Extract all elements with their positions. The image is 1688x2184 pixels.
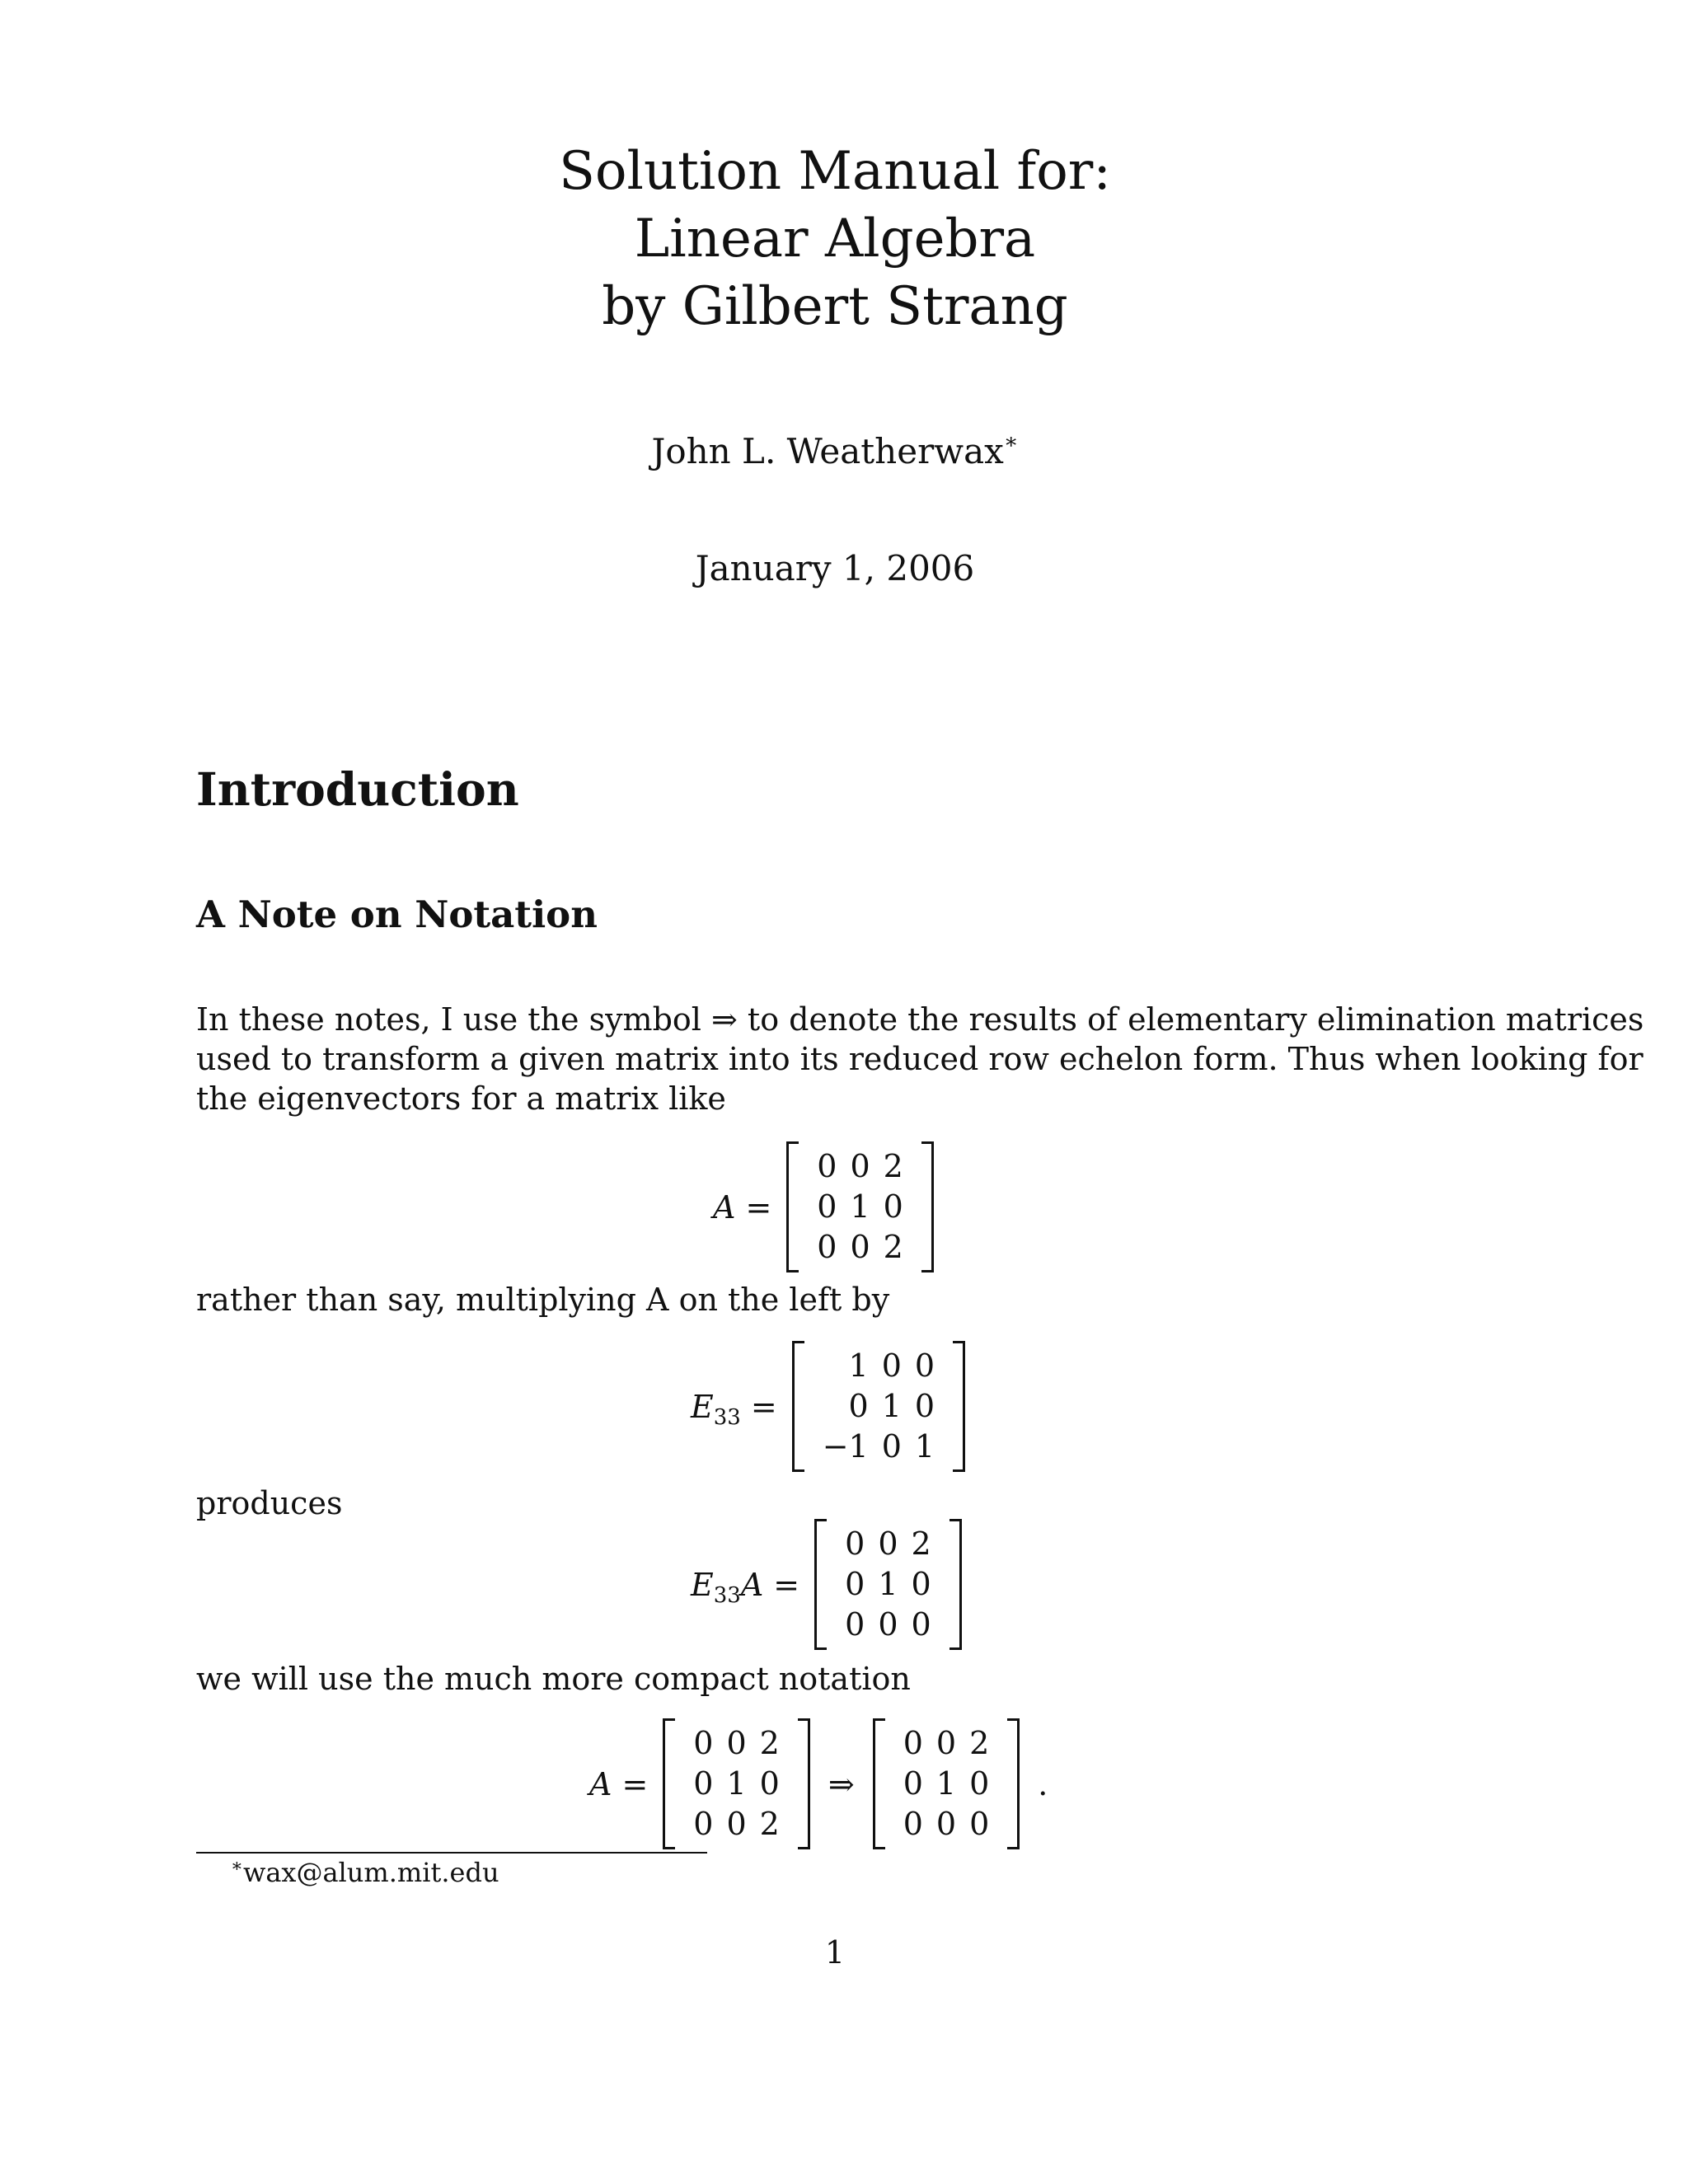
matrix-cell: 0	[911, 1606, 931, 1643]
matrix-cell: 0	[759, 1765, 780, 1802]
matrix-cell: 1	[878, 1566, 898, 1602]
matrix-cell: 0	[911, 1566, 931, 1602]
matrix-cell: 0	[914, 1347, 935, 1384]
paragraph-line: the eigenvectors for a matrix like	[196, 1080, 726, 1117]
matrix-cell: 0	[935, 1725, 957, 1761]
date: January 1, 2006	[695, 548, 975, 588]
matrix-cell: 0	[969, 1806, 990, 1842]
left-bracket	[792, 1341, 804, 1472]
matrix-cell: 0	[881, 1347, 902, 1384]
matrix-cell: 0	[969, 1765, 990, 1802]
equation-e33	[691, 1341, 965, 1472]
left-bracket	[873, 1718, 885, 1849]
equation-lhs: $E_{33}$	[691, 1388, 741, 1430]
text-produces: produces	[196, 1485, 343, 1521]
author	[0, 430, 1670, 473]
equals-sign: =	[745, 1188, 772, 1226]
title-line-2: Linear Algebra	[634, 209, 1036, 269]
matrix-cell: 0	[935, 1806, 957, 1842]
text-rather-than: rather than say, multiplying A on the left by	[196, 1282, 890, 1318]
author-footnote-mark: ∗	[1003, 429, 1019, 454]
matrix-grid	[675, 1718, 798, 1849]
matrix-cell: 0	[845, 1606, 865, 1643]
matrix-cell: 1	[914, 1428, 935, 1465]
matrix-right	[873, 1718, 1020, 1849]
matrix	[814, 1519, 962, 1650]
matrix-grid	[799, 1141, 921, 1272]
title-line-3: by Gilbert Strang	[602, 276, 1068, 337]
matrix-cell: 1	[881, 1388, 902, 1424]
matrix-cell: 0	[914, 1388, 935, 1424]
matrix-cell: 0	[845, 1566, 865, 1602]
matrix-cell: 0	[903, 1765, 923, 1802]
matrix-cell: 0	[878, 1606, 898, 1643]
matrix-grid	[804, 1341, 953, 1472]
equation-compact	[589, 1718, 1048, 1849]
matrix-cell: 0	[693, 1765, 714, 1802]
subsection-heading: A Note on Notation	[196, 893, 598, 936]
matrix-cell: 0	[850, 1148, 870, 1184]
matrix-cell: 1	[850, 1188, 870, 1225]
left-bracket	[814, 1519, 827, 1650]
footnote-mark: ∗	[231, 1856, 243, 1877]
matrix-cell: 0	[817, 1188, 837, 1225]
matrix-cell: 0	[726, 1725, 747, 1761]
matrix-cell: 0	[693, 1806, 714, 1842]
equation-e33a	[691, 1519, 962, 1650]
footnote	[231, 1856, 499, 1889]
matrix-cell: 0	[903, 1806, 923, 1842]
right-bracket	[953, 1341, 965, 1472]
section-heading: Introduction	[196, 762, 519, 816]
matrix-cell: 0	[881, 1428, 902, 1465]
title-line-1: Solution Manual for:	[559, 141, 1111, 202]
matrix-cell: 0	[903, 1725, 923, 1761]
equals-sign: =	[621, 1765, 649, 1802]
matrix-grid	[827, 1519, 950, 1650]
author-name: John L. Weatherwax	[651, 431, 1004, 471]
matrix-cell: 0	[878, 1526, 898, 1562]
matrix-left	[663, 1718, 810, 1849]
implies-arrow: ⇒	[828, 1765, 855, 1802]
matrix-cell: −1	[822, 1428, 869, 1465]
right-bracket	[950, 1519, 962, 1650]
left-bracket	[663, 1718, 675, 1849]
equation-lhs: A	[713, 1188, 736, 1226]
matrix-cell: 2	[969, 1725, 990, 1761]
matrix-grid	[885, 1718, 1008, 1849]
matrix	[792, 1341, 965, 1472]
matrix-cell: 2	[759, 1806, 780, 1842]
matrix-cell: 1	[848, 1347, 869, 1384]
matrix-cell: 2	[911, 1526, 931, 1562]
right-bracket	[798, 1718, 810, 1849]
equals-sign: =	[750, 1388, 777, 1425]
matrix-cell: 0	[850, 1229, 870, 1265]
matrix-cell: 0	[883, 1188, 903, 1225]
matrix-cell: 0	[726, 1806, 747, 1842]
text-compact-notation: we will use the much more compact notation	[196, 1661, 911, 1697]
paragraph-line: used to transform a given matrix into its reduced row echelon form. Thus when looking for	[196, 1041, 1643, 1077]
equals-sign: =	[773, 1566, 800, 1603]
page-number: 1	[824, 1934, 846, 1971]
matrix-cell: 2	[759, 1725, 780, 1761]
matrix-cell: 1	[726, 1765, 747, 1802]
paragraph-1	[196, 1000, 1644, 1118]
right-bracket	[1007, 1718, 1020, 1849]
equation-a	[713, 1141, 934, 1272]
footnote-email: wax@alum.mit.edu	[242, 1857, 499, 1888]
footnote-rule	[196, 1852, 707, 1854]
matrix	[786, 1141, 934, 1272]
left-bracket	[786, 1141, 799, 1272]
matrix-cell: 2	[883, 1229, 903, 1265]
paragraph-line: In these notes, I use the symbol ⇒ to denote the results of elementary elimination matrices	[196, 1001, 1644, 1038]
matrix-cell: 1	[935, 1765, 957, 1802]
matrix-cell: 0	[848, 1388, 869, 1424]
matrix-cell: 0	[845, 1526, 865, 1562]
matrix-cell: 0	[693, 1725, 714, 1761]
equation-lhs: $E_{33}A$	[691, 1566, 764, 1608]
matrix-cell: 0	[817, 1148, 837, 1184]
equation-period: .	[1038, 1765, 1048, 1802]
matrix-cell: 0	[817, 1229, 837, 1265]
right-bracket	[921, 1141, 934, 1272]
matrix-cell: 2	[883, 1148, 903, 1184]
equation-lhs: A	[589, 1765, 612, 1802]
